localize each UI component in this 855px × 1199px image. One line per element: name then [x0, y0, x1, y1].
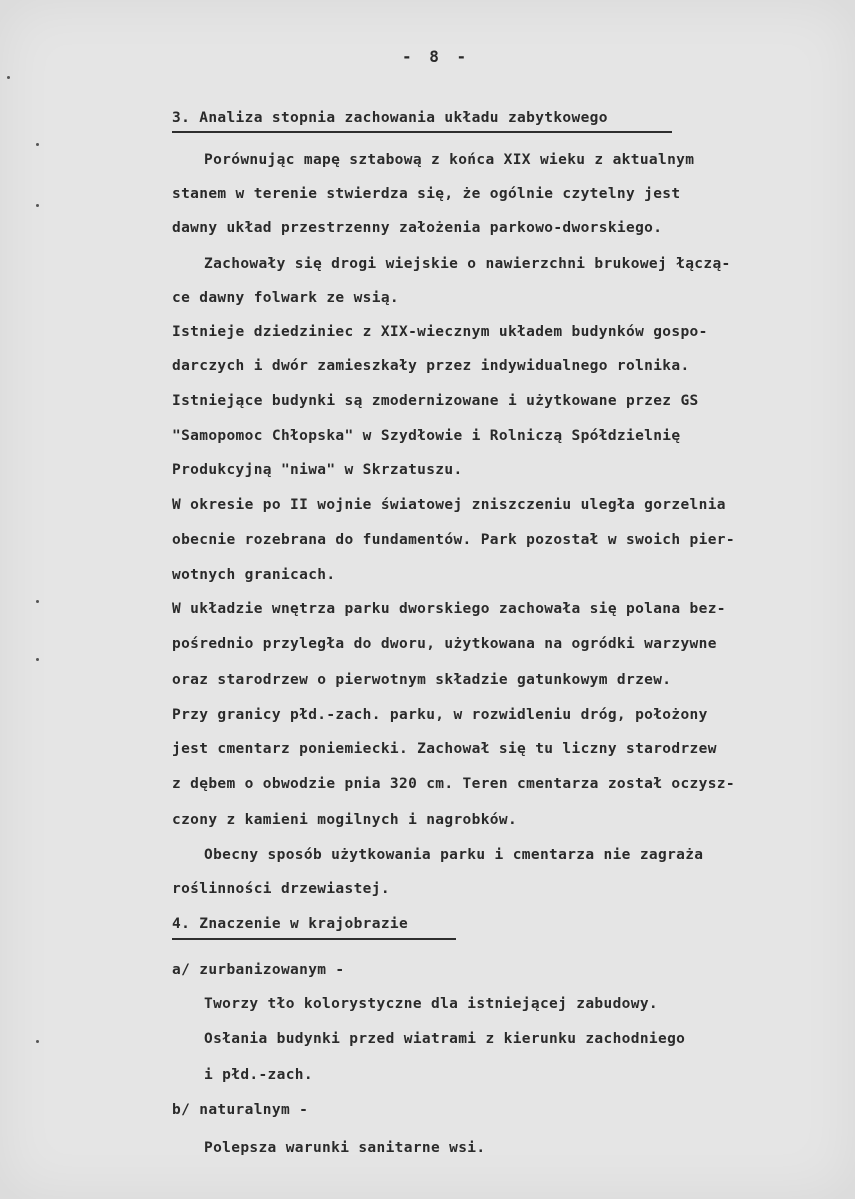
body-line: W układzie wnętrza parku dworskiego zachowała się polana bez- [172, 601, 726, 617]
page-number: - 8 - [402, 47, 471, 66]
body-line: a/ zurbanizowanym - [172, 962, 345, 978]
scan-speck [36, 143, 39, 146]
section-3-heading: 3. Analiza stopnia zachowania układu zabytkowego [172, 110, 608, 126]
body-line: dawny układ przestrzenny założenia parkowo-dworskiego. [172, 220, 663, 236]
scan-speck [36, 600, 39, 603]
body-line: W okresie po II wojnie światowej zniszczeniu uległa gorzelnia [172, 497, 726, 513]
section-3-heading-underline [172, 131, 672, 133]
body-line: Produkcyjną "niwa" w Skrzatuszu. [172, 462, 463, 478]
body-line: Obecny sposób użytkowania parku i cmentarza nie zagraża [204, 847, 704, 863]
body-line: z dębem o obwodzie pnia 320 cm. Teren cmentarza został oczysz- [172, 776, 735, 792]
scan-speck [36, 1040, 39, 1043]
scan-speck [7, 76, 10, 79]
body-line: Istniejące budynki są zmodernizowane i użytkowane przez GS [172, 393, 699, 409]
body-line: Osłania budynki przed wiatrami z kierunku zachodniego [204, 1031, 686, 1047]
body-line: darczych i dwór zamieszkały przez indywidualnego rolnika. [172, 358, 690, 374]
scan-speck [36, 658, 39, 661]
body-line: "Samopomoc Chłopska" w Szydłowie i Rolniczą Spółdzielnię [172, 428, 681, 444]
body-line: wotnych granicach. [172, 567, 336, 583]
body-line: Istnieje dziedziniec z XIX-wiecznym układem budynków gospo- [172, 324, 708, 340]
body-line: Porównując mapę sztabową z końca XIX wieku z aktualnym [204, 152, 695, 168]
body-line: stanem w terenie stwierdza się, że ogólnie czytelny jest [172, 186, 681, 202]
body-line: i płd.-zach. [204, 1067, 313, 1083]
body-line: jest cmentarz poniemiecki. Zachował się tu liczny starodrzew [172, 741, 717, 757]
body-line: ce dawny folwark ze wsią. [172, 290, 399, 306]
section-4-heading-underline [172, 938, 456, 940]
body-line: czony z kamieni mogilnych i nagrobków. [172, 812, 518, 828]
body-line: Przy granicy płd.-zach. parku, w rozwidleniu dróg, położony [172, 707, 708, 723]
scan-speck [36, 204, 39, 207]
body-line: Polepsza warunki sanitarne wsi. [204, 1140, 486, 1156]
body-line: Zachowały się drogi wiejskie o nawierzchni brukowej łączą- [204, 256, 731, 272]
body-line: oraz starodrzew o pierwotnym składzie gatunkowym drzew. [172, 672, 672, 688]
section-4-heading: 4. Znaczenie w krajobrazie [172, 916, 409, 932]
body-line: pośrednio przyległa do dworu, użytkowana na ogródki warzywne [172, 636, 717, 652]
body-line: roślinności drzewiastej. [172, 881, 390, 897]
body-line: b/ naturalnym - [172, 1102, 309, 1118]
body-line: obecnie rozebrana do fundamentów. Park pozostał w swoich pier- [172, 532, 735, 548]
body-line: Tworzy tło kolorystyczne dla istniejącej zabudowy. [204, 996, 658, 1012]
